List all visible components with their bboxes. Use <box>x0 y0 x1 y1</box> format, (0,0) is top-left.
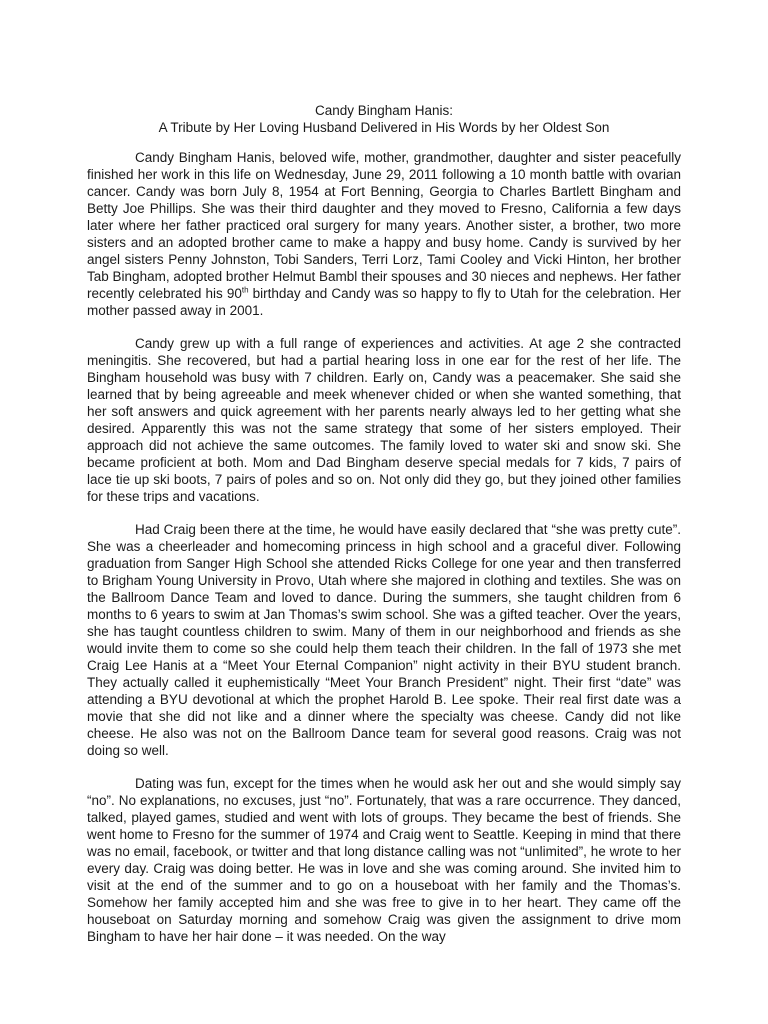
document-subtitle: A Tribute by Her Loving Husband Delivered in His Words by her Oldest Son <box>158 120 610 135</box>
paragraph-4: Dating was fun, except for the times when he would ask her out and she would simply say “no”. No explanations, no excuses, just “no”. Fortunately, that was a rare occurrence. They danced, talked, played games, studied and went with lots of groups. They became the best of friends. She went home to Fresno for the summer of 1974 and Craig went to Seattle. Keeping in mind that there was no email, facebook, or twitter and that long distance calling was not “unlimited”, he wrote to her every day. Craig was doing better. He was in love and she was coming around. She invited him to visit at the end of the summer and to go on a houseboat with her family and the Thomas’s. Somehow her family accepted him and she was free to give in to her heart. They came off the houseboat on Saturday morning and somehow Craig was given the assignment to drive mom Bingham to have her hair done – it was needed. On the way <box>87 776 681 944</box>
title-block <box>87 102 681 136</box>
document-title: Candy Bingham Hanis: <box>314 103 454 118</box>
ordinal-suffix: th <box>241 285 249 295</box>
paragraph-1 <box>87 149 681 319</box>
paragraph-2: Candy grew up with a full range of experiences and activities. At age 2 she contracted meningitis. She recovered, but had a partial hearing loss in one ear for the rest of her life. The Bingham household was busy with 7 children. Early on, Candy was a peacemaker. She said she learned that by being agreeable and meek whenever chided or when she wanted something, that her soft answers and quick agreement with her parents nearly always led to her getting what she desired. Apparently this was not the same strategy that some of her sisters employed. Their approach did not achieve the same outcomes. The family loved to water ski and snow ski. She became proficient at both. Mom and Dad Bingham deserve special medals for 7 kids, 7 pairs of lace tie up ski boots, 7 pairs of poles and so on. Not only did they go, but they joined other families for these trips and vacations. <box>87 336 681 504</box>
paragraph-3: Had Craig been there at the time, he would have easily declared that “she was pretty cute”. She was a cheerleader and homecoming princess in high school and a graceful diver. Following graduation from Sanger High School she attended Ricks College for one year and then transferred to Brigham Young University in Provo, Utah where she majored in clothing and textiles. She was on the Ballroom Dance Team and loved to dance. During the summers, she taught children from 6 months to 6 years to swim at Jan Thomas’s swim school. She was a gifted teacher. Over the years, she has taught countless children to swim. Many of them in our neighborhood and friends as she would invite them to come so she could help them teach their children. In the fall of 1973 she met Craig Lee Hanis at a “Meet Your Eternal Companion” night activity in their BYU student branch. They actually called it euphemistically “Meet Your Branch President” night. Their first “date” was attending a BYU devotional at which the prophet Harold B. Lee spoke. Their real first date was a movie that she did not like and a dinner where the specialty was cheese. Candy did not like cheese. He also was not on the Ballroom Dance team for several good reasons. Craig was not doing so well. <box>87 522 681 758</box>
paragraph-1-text-b: birthday and Candy was so happy to fly to Utah for the celebration. Her mother passed away in 2001. <box>87 286 681 318</box>
paragraph-1-text-a: Candy Bingham Hanis, beloved wife, mother, grandmother, daughter and sister peacefully finished her work in this life on Wednesday, June 29, 2011 following a 10 month battle with ovarian cancer. Candy was born July 8, 1954 at Fort Benning, Georgia to Charles Bartlett Bingham and Betty Joe Phillips. She was their third daughter and they moved to Fresno, California a few days later where her father practiced oral surgery for many years. Another sister, a brother, two more sisters and an adopted brother came to make a happy and busy home. Candy is survived by her angel sisters Penny Johnston, Tobi Sanders, Terri Lorz, Tami Cooley and Vicki Hinton, her brother Tab Bingham, adopted brother Helmut Bambl their spouses and 30 nieces and nephews. Her father recently celebrated his 90 <box>87 150 681 301</box>
